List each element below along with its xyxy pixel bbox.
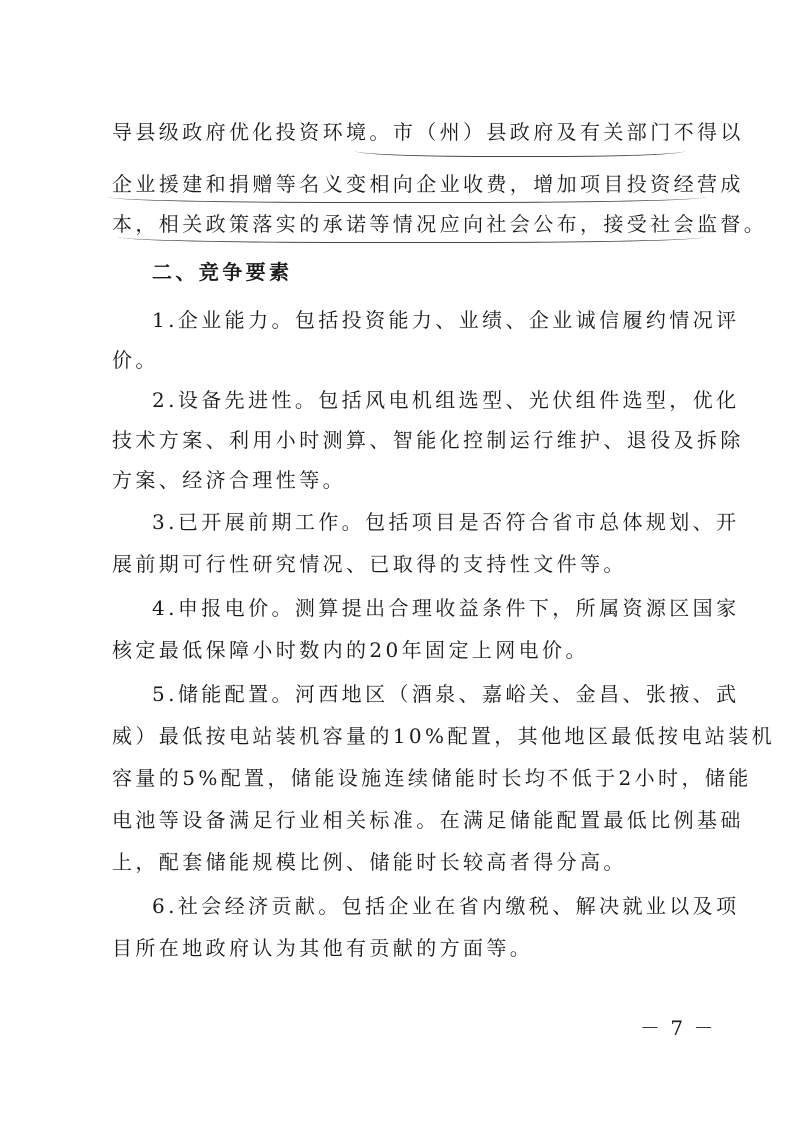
text-line: 1.企业能力。包括投资能力、业绩、企业诚信履约情况评: [152, 308, 740, 332]
page-number: － 7 －: [640, 1016, 716, 1040]
text-line: 导县级政府优化投资环境。市（州）县政府及有关部门不得以: [112, 120, 744, 144]
text-line: 展前期可行性研究情况、已取得的支持性文件等。: [112, 552, 627, 576]
text-line: 上，配套储能规模比例、储能时长较高者得分高。: [112, 850, 627, 874]
text-line: 电池等设备满足行业相关标准。在满足储能配置最低比例基础: [112, 808, 744, 832]
text-line: 3.已开展前期工作。包括项目是否符合省市总体规划、开: [152, 510, 740, 534]
text-line: 本，相关政策落实的承诺等情况应向社会公布，接受社会监督。: [112, 212, 768, 236]
text-line: 6.社会经济贡献。包括企业在省内缴税、解决就业以及项: [152, 894, 740, 918]
text-line: 4.申报电价。测算提出合理收益条件下，所属资源区国家: [152, 596, 740, 620]
text-line: 容量的5%配置，储能设施连续储能时长均不低于2小时，储能: [112, 766, 752, 790]
handwritten-underline: [355, 148, 685, 157]
handwritten-underline: [118, 234, 704, 243]
text-line: 5.储能配置。河西地区（酒泉、嘉峪关、金昌、张掖、武: [152, 682, 740, 706]
text-line: 目所在地政府认为其他有贡献的方面等。: [112, 936, 534, 960]
text-line: 威）最低按电站装机容量的10%配置，其他地区最低按电站装机: [112, 724, 776, 748]
text-line: 方案、经济合理性等。: [112, 468, 346, 492]
text-line: 2.设备先进性。包括风电机组选型、光伏组件选型，优化: [152, 388, 740, 412]
text-line: 价。: [112, 348, 159, 372]
text-line: 企业援建和捐赠等名义变相向企业收费，增加项目投资经营成: [112, 172, 744, 196]
handwritten-underline: [108, 194, 706, 203]
section-heading: 二、竞争要素: [152, 260, 293, 284]
text-line: 核定最低保障小时数内的20年固定上网电价。: [112, 638, 589, 662]
text-line: 技术方案、利用小时测算、智能化控制运行维护、退役及拆除: [112, 428, 744, 452]
